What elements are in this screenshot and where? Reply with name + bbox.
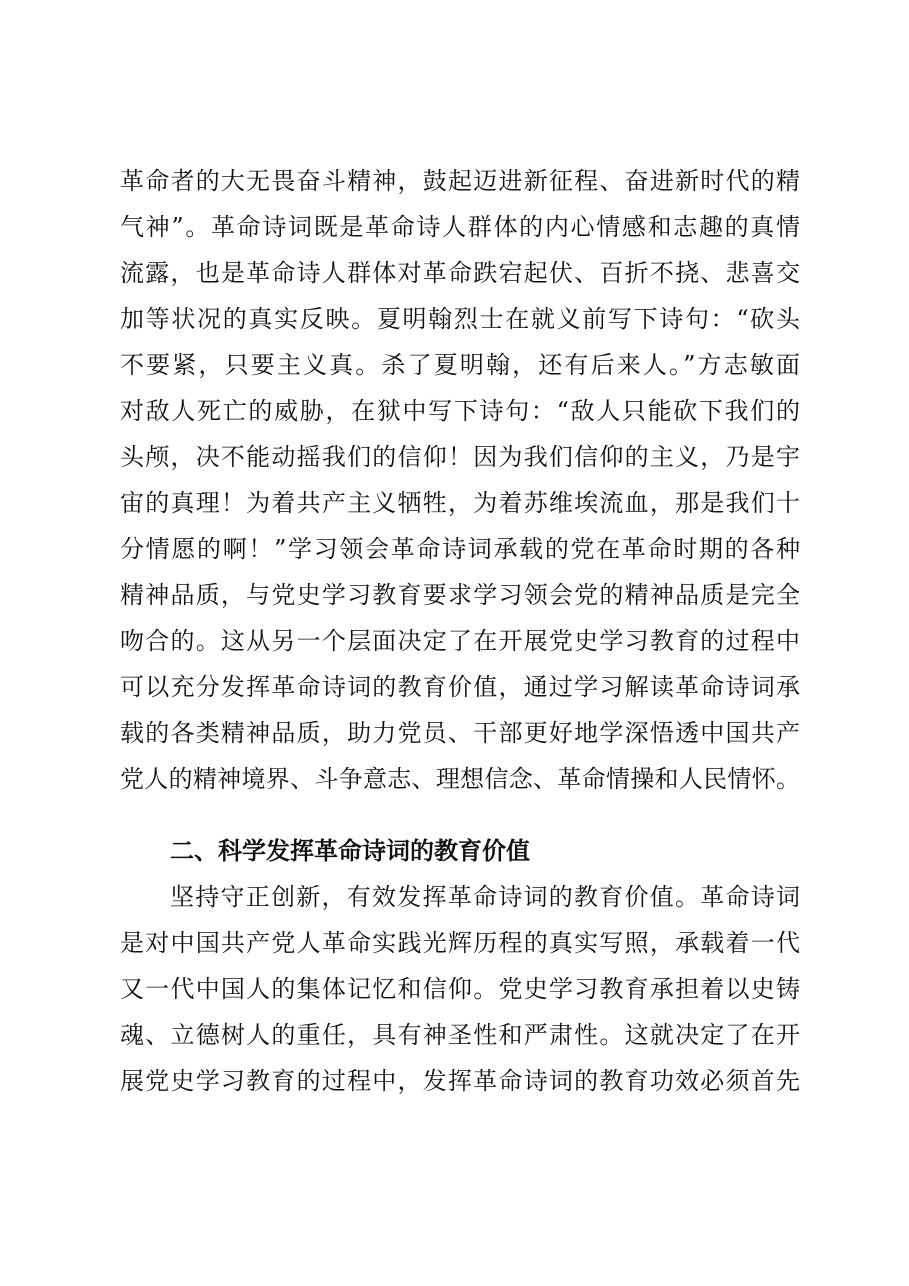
paragraph-line: 对敌人死亡的威胁，在狱中写下诗句：“敌人只能砍下我们的 [120, 397, 800, 425]
paragraph-line: 分情愿的啊！”学习领会革命诗词承载的党在革命时期的各种 [120, 535, 800, 563]
paragraph-line: 可以充分发挥革命诗词的教育价值，通过学习解读革命诗词承 [120, 673, 800, 701]
paragraph-line: 加等状况的真实反映。夏明翰烈士在就义前写下诗句：“砍头 [120, 305, 800, 333]
paragraph-line: 精神品质，与党史学习教育要求学习领会党的精神品质是完全 [120, 581, 800, 609]
paragraph-line: 宙的真理！为着共产主义牺牲，为着苏维埃流血，那是我们十 [120, 489, 800, 517]
paragraph-line: 不要紧，只要主义真。杀了夏明翰，还有后来人。”方志敏面 [120, 351, 800, 379]
paragraph-line: 革命者的大无畏奋斗精神，鼓起迈进新征程、奋进新时代的精 [120, 167, 800, 195]
paragraph-line: 魂、立德树人的重任，具有神圣性和严肃性。这就决定了在开 [120, 1021, 800, 1049]
paragraph-line: 党人的精神境界、斗争意志、理想信念、革命情操和人民情怀。 [120, 765, 800, 793]
paragraph-line: 流露，也是革命诗人群体对革命跌宕起伏、百折不挠、悲喜交 [120, 259, 800, 287]
paragraph-line: 载的各类精神品质，助力党员、干部更好地学深悟透中国共产 [120, 719, 800, 747]
paragraph-line: 是对中国共产党人革命实践光辉历程的真实写照，承载着一代 [120, 929, 800, 957]
paragraph-line: 坚持守正创新，有效发挥革命诗词的教育价值。革命诗词 [170, 883, 800, 911]
section-heading: 二、科学发挥革命诗词的教育价值 [170, 837, 530, 865]
paragraph-line: 吻合的。这从另一个层面决定了在开展党史学习教育的过程中 [120, 627, 800, 655]
paragraph-line: 又一代中国人的集体记忆和信仰。党史学习教育承担着以史铸 [120, 975, 800, 1003]
paragraph-line: 展党史学习教育的过程中，发挥革命诗词的教育功效必须首先 [120, 1067, 800, 1095]
paragraph-line: 头颅，决不能动摇我们的信仰！因为我们信仰的主义，乃是宇 [120, 443, 800, 471]
paragraph-line: 气神”。革命诗词既是革命诗人群体的内心情感和志趣的真情 [120, 213, 800, 241]
